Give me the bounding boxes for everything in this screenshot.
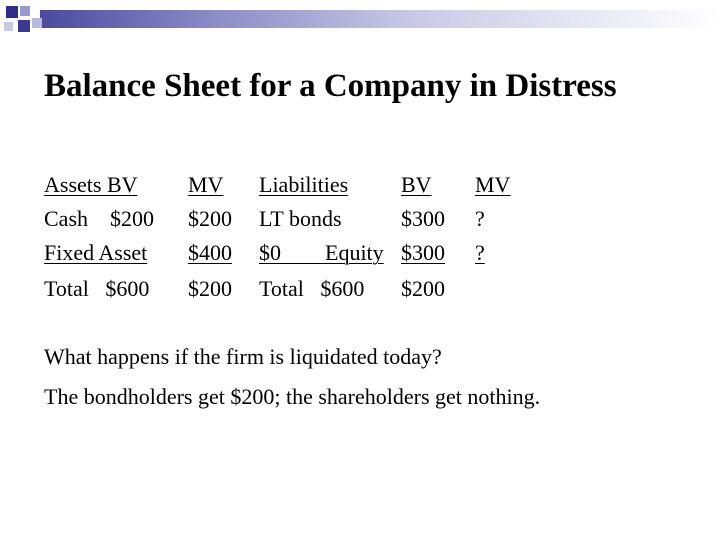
page-title: Balance Sheet for a Company in Distress (44, 68, 617, 104)
table-header-assets: Assets BV (44, 172, 138, 197)
table-header-mv: MV (188, 172, 224, 197)
table-cell: Total $600 (259, 276, 365, 301)
table-cell: LT bonds (259, 206, 342, 231)
decor-square-light (32, 18, 42, 28)
answer-text: The bondholders get $200; the shareholders get nothing. (44, 384, 541, 409)
table-cell: ? (475, 206, 485, 231)
table-cell: $200 (188, 276, 232, 301)
decor-square-dark (6, 6, 18, 18)
header-gradient-bar (40, 10, 720, 28)
table-cell: Fixed Asset (44, 240, 148, 265)
table-header-mv-liabilities: MV (475, 172, 511, 197)
table-header-liabilities: Liabilities (259, 172, 349, 197)
table-cell: Total $600 (44, 276, 150, 301)
table-cell: ? (475, 240, 485, 265)
decor-square-light (4, 22, 13, 31)
decorative-header-bar (0, 0, 720, 44)
table-cell: $400 (188, 240, 232, 265)
table-header-bv: BV (401, 172, 432, 197)
table-cell: $0 Equity (259, 240, 384, 265)
table-cell: $200 (188, 206, 232, 231)
table-cell: Cash $200 (44, 206, 154, 231)
decor-square-dark (18, 20, 30, 32)
table-cell: $300 (401, 206, 445, 231)
question-text: What happens if the firm is liquidated today? (44, 344, 442, 369)
table-cell: $200 (401, 276, 445, 301)
decor-square-light (20, 6, 30, 16)
table-cell: $300 (401, 240, 445, 265)
